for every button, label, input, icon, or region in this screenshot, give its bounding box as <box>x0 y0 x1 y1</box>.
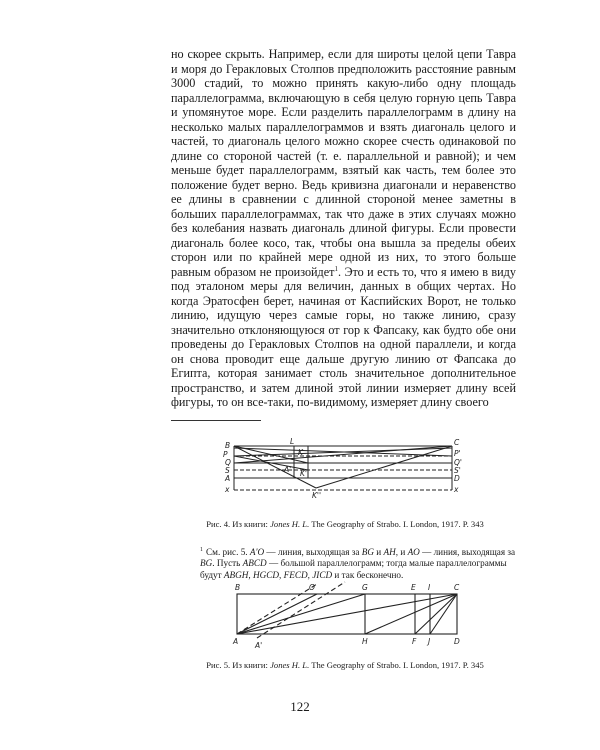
footnote-number: 1 <box>200 547 203 553</box>
footnote: $^1$ См. рис. 5. A'O — линия, выходящая за BG и AH, и AO — линия, выходящая за BG. Пусть ABCD — большой параллелограмм; тогда малые параллелограммы будут ABGH, HGCD, FECD, JICD и так бесконечно. <box>200 547 516 580</box>
fig5-label-O: O <box>309 583 315 592</box>
fig5-label-G: G <box>362 583 368 592</box>
fig4-label-L: L <box>290 438 295 446</box>
fig5-label-E: E <box>411 583 416 592</box>
fig4-label-B: B <box>225 441 231 450</box>
body-text <box>171 47 516 410</box>
fig5-label-C: C <box>454 583 460 592</box>
fig4-label-P: P <box>223 450 228 459</box>
figure-5-diagram <box>225 580 475 655</box>
fig4-label-D: D <box>454 474 460 483</box>
fig4-label-K-prime: K' <box>300 469 307 478</box>
figure-5-caption: Рис. 5. Из книги: Jones H. L. The Geography of Strabo. I. London, 1917. P. 345 <box>206 660 484 670</box>
fig5-label-I: I <box>428 583 431 592</box>
footnote-separator <box>171 420 261 421</box>
fig5-label-H: H <box>362 637 368 646</box>
figure-4-diagram <box>220 438 470 508</box>
page-number: 122 <box>290 699 310 714</box>
fig4-label-Q-prime: Q' <box>454 458 462 467</box>
fig4-label-Q: Q <box>225 458 231 467</box>
fig4-label-A: A <box>225 474 231 483</box>
fig4-label-S: S <box>225 466 230 475</box>
fig4-label-K-double-prime: K'' <box>312 491 322 500</box>
fig5-label-A: A <box>233 637 239 646</box>
fig4-label-S-prime: S' <box>454 466 461 475</box>
fig4-label-C: C <box>454 438 460 447</box>
body-text-part-1: но скорее скрыть. Например, если для широты целой цепи Тавра и моря до Геракловых Столпов предположить расстояние равным 3000 стадий, то можно принять какую-либо одну площадь параллелограмма, включающую в себя целую горную цепь Тавра и упомянутое море. Если разделить параллелограмм в длину на несколько малых параллелограммов и взять диагональ целого и частей, то диагональ целого можно скорее счесть одинаковой по длине со стороной частей (т. е. параллельной и равной); и чем меньше будет параллелограмм, взятый как часть, тем более это положение будет верно. Ведь кривизна диагонали и неравенство ее длины в сравнении с длинной стороной менее заметны в больших параллелограммах, так что даже в этих случаях можно без колебания назвать диагональ длиной фигуры. Если провести диагональ более косо, так, чтобы она вышла за пределы обеих сторон или по крайней мере одной из них, то этого больше равным образом не произойдет <box>171 47 516 279</box>
fig4-label-x-left: x <box>225 485 230 494</box>
fig5-label-A-prime: A' <box>255 641 263 650</box>
fig4-label-x-right: x <box>454 485 459 494</box>
fig5-label-D: D <box>454 637 460 646</box>
fig4-label-K: K <box>298 448 303 457</box>
fig5-label-J: J <box>428 637 431 646</box>
fig5-label-F: F <box>412 637 417 646</box>
body-text-part-2: . Это и есть то, что я имею в виду под эталоном меры для величин, данных в общих чертах. Но когда Эратосфен берет, начиная от Каспийских Ворот, не только линию, идущую через самые горы, но также линию, сразу значительно отклоняющуюся от гор к Фапсаку, как будто обе они проведены до Геракловых Столпов на одной параллели, и когда он снова проводит еще дальше другую линию от Фапсака до Египта, которая занимает столь значительное дополнительное пространство, и затем длиной этой линии измеряет длину всей фигуры, то он все-таки, по-видимому, измеряет длину своего <box>171 264 516 409</box>
footnote-reference[interactable]: 1 <box>334 264 338 273</box>
fig5-label-B: B <box>235 583 241 592</box>
fig4-label-P-prime: P' <box>454 449 461 458</box>
fig4-label-A-prime: A' <box>284 465 292 474</box>
figure-4-caption: Рис. 4. Из книги: Jones H. L. The Geography of Strabo. I. London, 1917. P. 343 <box>206 519 484 529</box>
